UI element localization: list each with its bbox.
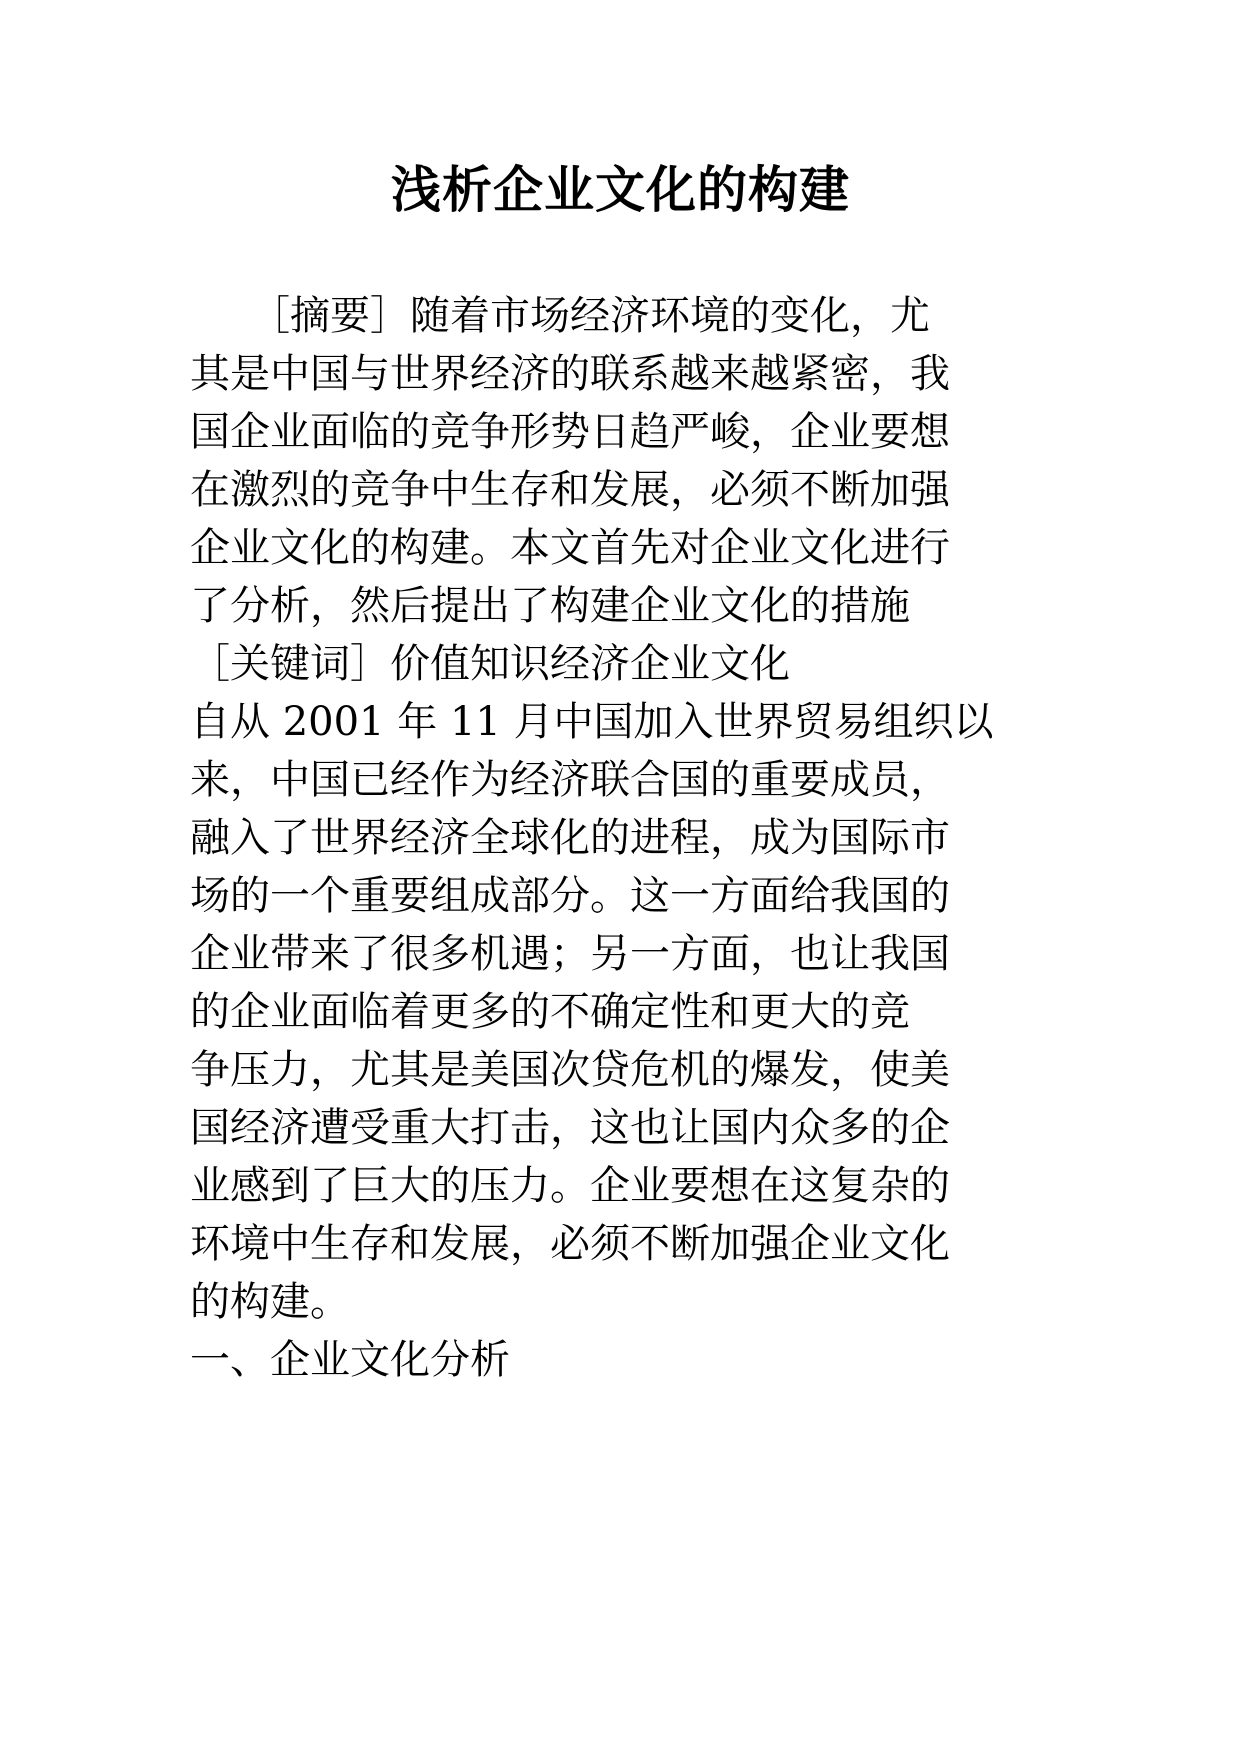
section-heading: 一、企业文化分析: [190, 1337, 510, 1383]
keywords-line: ［关键词］价值知识经济企业文化: [190, 641, 790, 687]
body-line-9: 业感到了巨大的压力。企业要想在这复杂的: [190, 1163, 950, 1209]
body-line-6: 的企业面临着更多的不确定性和更大的竞: [190, 989, 910, 1035]
abstract-line-3: 国企业面临的竞争形势日趋严峻，企业要想: [190, 409, 950, 455]
body-line-10: 环境中生存和发展，必须不断加强企业文化: [190, 1221, 950, 1267]
abstract-line-6: 了分析，然后提出了构建企业文化的措施: [190, 583, 910, 629]
abstract-line-4: 在激烈的竞争中生存和发展，必须不断加强: [190, 467, 950, 513]
body-line-2: 来，中国已经作为经济联合国的重要成员，: [190, 757, 950, 803]
body-line-8: 国经济遭受重大打击，这也让国内众多的企: [190, 1105, 950, 1151]
abstract-line-5: 企业文化的构建。本文首先对企业文化进行: [190, 525, 950, 571]
document-title: 浅析企业文化的构建: [391, 160, 850, 219]
body-line-7: 争压力，尤其是美国次贷危机的爆发，使美: [190, 1047, 950, 1093]
body-line-5: 企业带来了很多机遇；另一方面，也让我国: [190, 931, 950, 977]
abstract-line-2: 其是中国与世界经济的联系越来越紧密，我: [190, 351, 950, 397]
body-line-3: 融入了世界经济全球化的进程，成为国际市: [190, 815, 950, 861]
body-line-11: 的构建。: [190, 1279, 350, 1325]
abstract-line-1: ［摘要］随着市场经济环境的变化，尤: [190, 293, 930, 339]
body-line-4: 场的一个重要组成部分。这一方面给我国的: [190, 873, 950, 919]
body-line-1: 自从 2001 年 11 月中国加入世界贸易组织以: [190, 699, 994, 745]
